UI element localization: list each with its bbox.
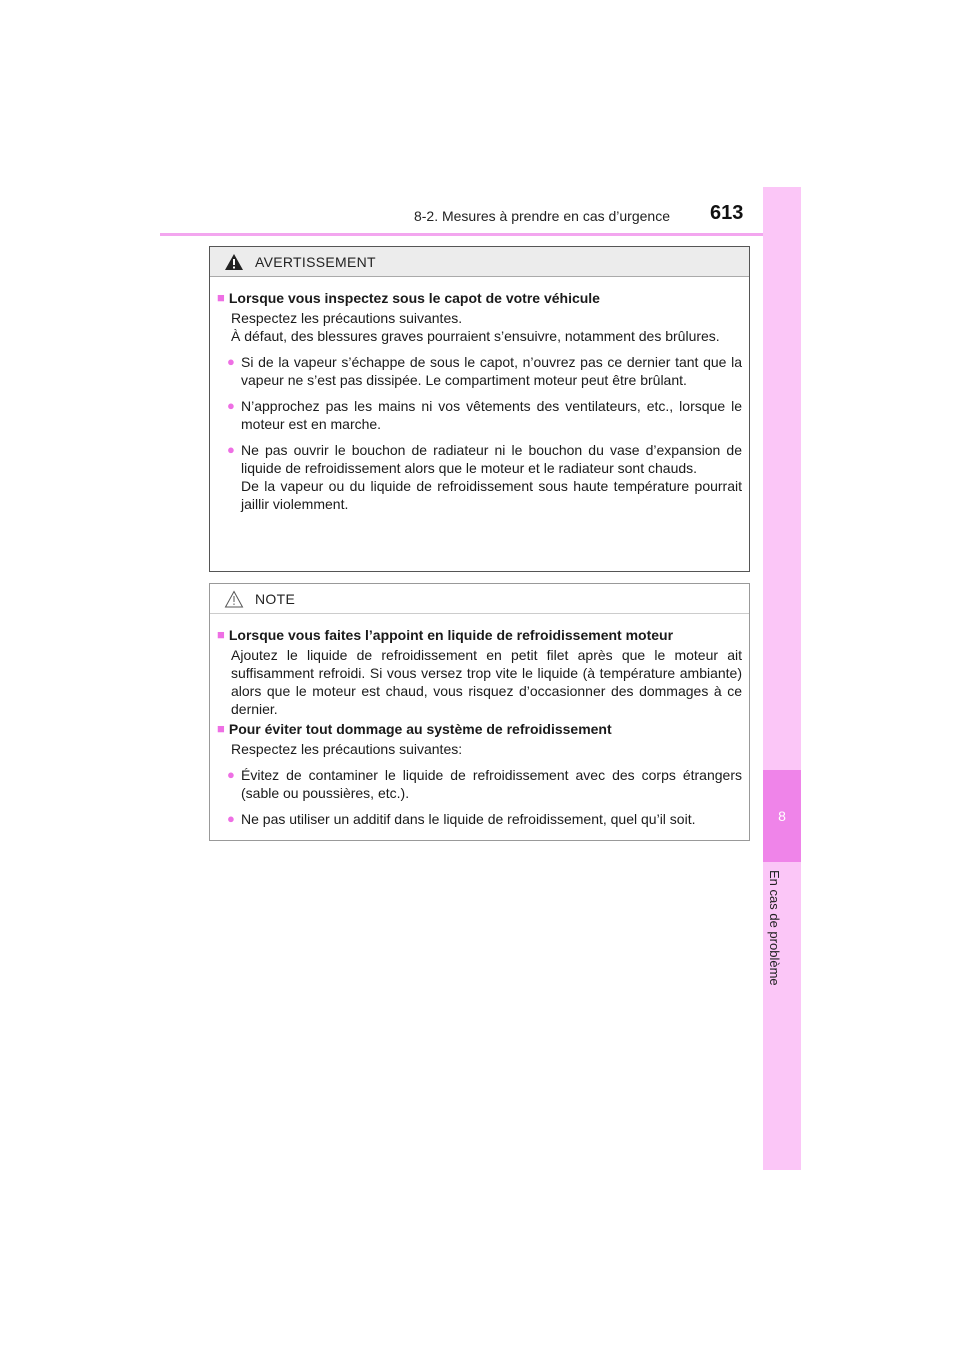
- warning-bullet-text: Si de la vapeur s’échappe de sous le capot, n’ouvrez pas ce dernier tant que la vapeur ne s’est pas dissipée. Le compartiment moteur peut être brûlant.: [241, 354, 742, 388]
- note-paragraph-2: Respectez les précautions suivantes:: [231, 741, 463, 757]
- header-rule: [160, 233, 800, 236]
- section-title: 8-2. Mesures à prendre en cas d’urgence: [413, 208, 670, 224]
- note-bullet-text: Ne pas utiliser un additif dans le liquide de refroidissement, quel qu’il soit.: [241, 811, 696, 827]
- note-heading-2-text: Pour éviter tout dommage au système de refroidissement: [228, 721, 612, 737]
- round-bullet-icon: ●: [227, 442, 235, 457]
- page-number: 613: [710, 202, 744, 224]
- warning-bullet-text: Ne pas ouvrir le bouchon de radiateur ni le bouchon du vase d’expansion de liquide de refroidissement alors que le moteur et le radiateur sont chauds.: [241, 442, 742, 476]
- note-heading-2: [217, 720, 742, 738]
- note-paragraph-1: Ajoutez le liquide de refroidissement en petit filet après que le moteur ait suffisamment refroidi. Si vous versez trop vite le liquide (à température ambiante) alors que le moteur est chaud, vous risquez d’occasionner des dommages à ce dernier.: [231, 647, 742, 717]
- note-bullet: [227, 766, 742, 802]
- note-heading-1-text: Lorsque vous faites l’appoint en liquide de refroidissement moteur: [228, 627, 674, 643]
- warning-heading-text: Lorsque vous inspectez sous le capot de votre véhicule: [228, 290, 600, 306]
- warning-bullet: [227, 353, 742, 389]
- chapter-number: 8: [763, 770, 801, 862]
- warning-intro-line-1: Respectez les précautions suivantes.: [231, 310, 463, 326]
- warning-heading: [217, 289, 742, 307]
- warning-box-title: AVERTISSEMENT: [255, 254, 376, 270]
- square-bullet-icon: ■: [217, 627, 225, 642]
- round-bullet-icon: ●: [227, 767, 235, 782]
- note-heading-1: [217, 626, 742, 644]
- note-box-title: NOTE: [255, 591, 296, 607]
- warning-triangle-icon: [224, 253, 244, 271]
- warning-box-header: [210, 247, 749, 277]
- note-box: [209, 583, 750, 841]
- round-bullet-icon: ●: [227, 398, 235, 413]
- warning-bullet-text: N’approchez pas les mains ni vos vêtements des ventilateurs, etc., lorsque le moteur est en marche.: [241, 398, 742, 432]
- round-bullet-icon: ●: [227, 811, 235, 826]
- warning-bullet-extra: De la vapeur ou du liquide de refroidissement sous haute température pourrait jaillir violemment.: [241, 478, 742, 512]
- square-bullet-icon: ■: [217, 290, 225, 305]
- warning-bullet: [227, 397, 742, 433]
- note-box-header: [210, 584, 749, 614]
- warning-bullet-text-group: [241, 441, 742, 513]
- warning-bullet: [227, 441, 742, 513]
- warning-intro-line-2: À défaut, des blessures graves pourraient s’ensuivre, notamment des brûlures.: [231, 328, 720, 344]
- chapter-label: En cas de problème: [767, 870, 782, 986]
- note-bullet: [227, 810, 742, 828]
- note-bullet-text: Évitez de contaminer le liquide de refroidissement avec des corps étrangers (sable ou poussières, etc.).: [241, 767, 742, 801]
- round-bullet-icon: ●: [227, 354, 235, 369]
- warning-box: [209, 246, 750, 572]
- warning-intro: [217, 309, 742, 345]
- chapter-side-tab: [763, 187, 801, 1170]
- square-bullet-icon: ■: [217, 721, 225, 736]
- caution-triangle-outline-icon: [224, 590, 244, 608]
